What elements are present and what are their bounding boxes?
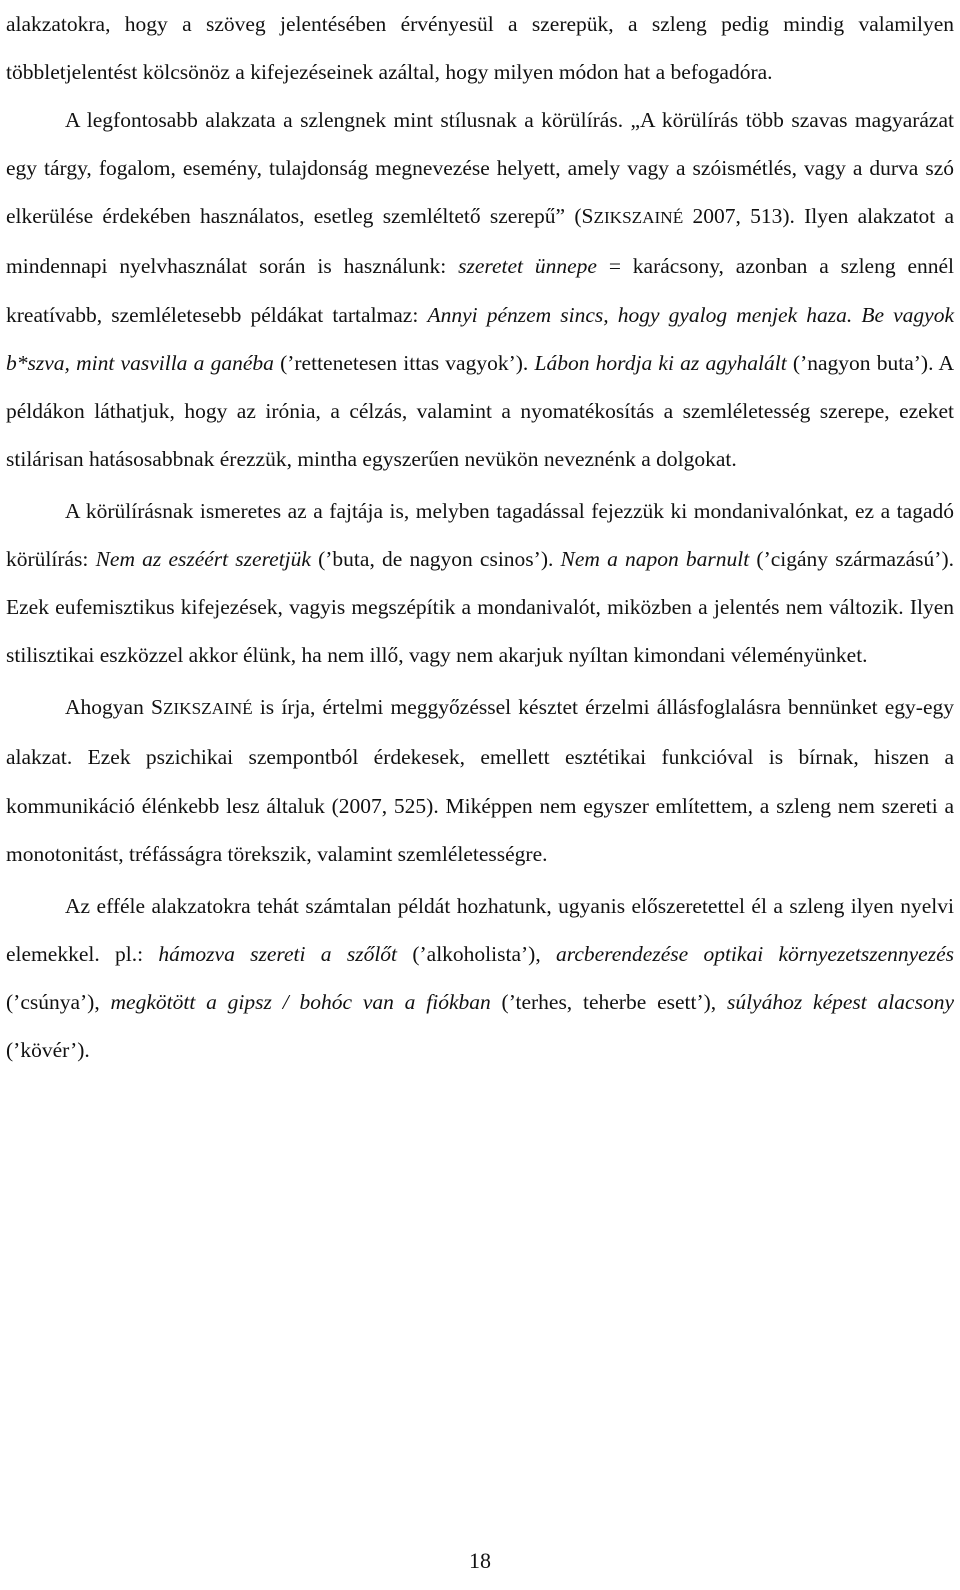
paragraph-3 [6, 487, 954, 679]
paragraph-1 [6, 0, 954, 96]
paragraph-text: Ahogyan S [65, 695, 163, 720]
paragraph-5 [6, 882, 954, 1074]
italic-example-text: Nem a napon barnult [560, 547, 750, 572]
paragraph-2 [6, 96, 954, 483]
paragraph-text: is írja, értelmi meggyőzéssel késztet érzelmi állásfoglalásra bennünket egy-egy alakzat. Ezek pszichikai szempontból érdekesek, emellett esztétikai funkcióval is bírnak, hiszen a kommunikáció élénkebb lesz általuk (2007, 525). Miképpen nem egyszer említettem, a szleng nem szereti a monotonitást, tréfásságra törekszik, valamint szemléletességre. [6, 695, 954, 866]
page-number: 18 [469, 1548, 491, 1573]
italic-example-text: Lábon hordja ki az agyhalált [534, 350, 787, 375]
author-name-smallcaps: ZIKSZAINÉ [593, 208, 684, 228]
paragraph-4 [6, 683, 954, 877]
paragraph-text: (’cigány származású’). Ezek eufemisztikus kifejezések, vagyis megszépítik a mondanivalót, miközben a jelentés nem változik. Ilyen stilisztikai eszközzel akkor élünk, ha nem illő, vagy nem akarjuk nyíltan kimondani véleményünket. [6, 547, 954, 668]
paragraph-text: alakzatokra, hogy a szöveg jelentésében érvényesül a szerepük, a szleng pedig mindig valamilyen többletjelentést kölcsönöz a kifejezéseinek azáltal, hogy milyen módon hat a befogadóra. [6, 12, 954, 85]
paragraph-text: (’rettenetesen ittas vagyok’). [273, 350, 535, 375]
paragraph-text: (’buta, de nagyon csinos’). [310, 547, 561, 572]
paragraph-text: (’nagyon buta’). A példákon láthatjuk, hogy az irónia, a célzás, valamint a nyomatékosítás a szemléletesség szerepe, ezeket stilárisan hatásosabbnak érezzük, mintha egyszerűen nevükön neveznénk a dolgokat. [6, 350, 954, 471]
italic-example-text: súlyához képest alacsony [726, 989, 954, 1014]
paragraph-text: Az efféle alakzatokra tehát számtalan példát hozhatunk, ugyanis előszeretettel él a szleng ilyen nyelvi elemekkel. pl.: [6, 893, 954, 966]
paragraph-text: (’csúnya’), [6, 989, 111, 1014]
paragraph-text: 2007, 513). Ilyen alakzatot a mindennapi nyelvhasználat során is használunk: [6, 204, 954, 279]
italic-example-text: Annyi pénzem sincs, hogy gyalog menjek haza. Be vagyok b*szva, mint vasvilla a ganéba [6, 302, 954, 375]
italic-example-text: hámozva szereti a szőlőt [158, 941, 398, 966]
paragraph-text: A körülírásnak ismeretes az a fajtája is, melyben tagadással fejezzük ki mondanivalónkat, ez a tagadó körülírás: [6, 498, 954, 572]
italic-example-text: szeretet ünnepe [458, 254, 597, 279]
paragraph-text: (’terhes, teherbe esett’), [490, 989, 727, 1014]
italic-example-text: megkötött a gipsz / bohóc van a fiókban [110, 989, 491, 1014]
italic-example-text: Nem az eszéért szeretjük [95, 547, 311, 572]
author-name-smallcaps: ZIKSZAINÉ [162, 699, 253, 719]
paragraph-text: S [581, 204, 594, 229]
italic-example-text: arcberendezése optikai környezetszennyezés [556, 941, 954, 966]
paragraph-text: = karácsony, azonban a szleng ennél kreatívabb, szemléletesebb példákat tartalmaz: [6, 254, 955, 327]
document-page [6, 0, 954, 1074]
paragraph-text: A legfontosabb alakzata a szlengnek mint stílusnak a körülírás. „A körülírás több szavas magyarázat egy tárgy, fogalom, esemény, tulajdonság megnevezése helyett, amely vagy a szóismétlés, vagy a durva szó elkerülése érdekében használatos, esetleg szemléltető szerepű” ( [6, 108, 954, 229]
paragraph-text: (’kövér’). [6, 1037, 90, 1062]
paragraph-text: (’alkoholista’), [397, 941, 557, 966]
